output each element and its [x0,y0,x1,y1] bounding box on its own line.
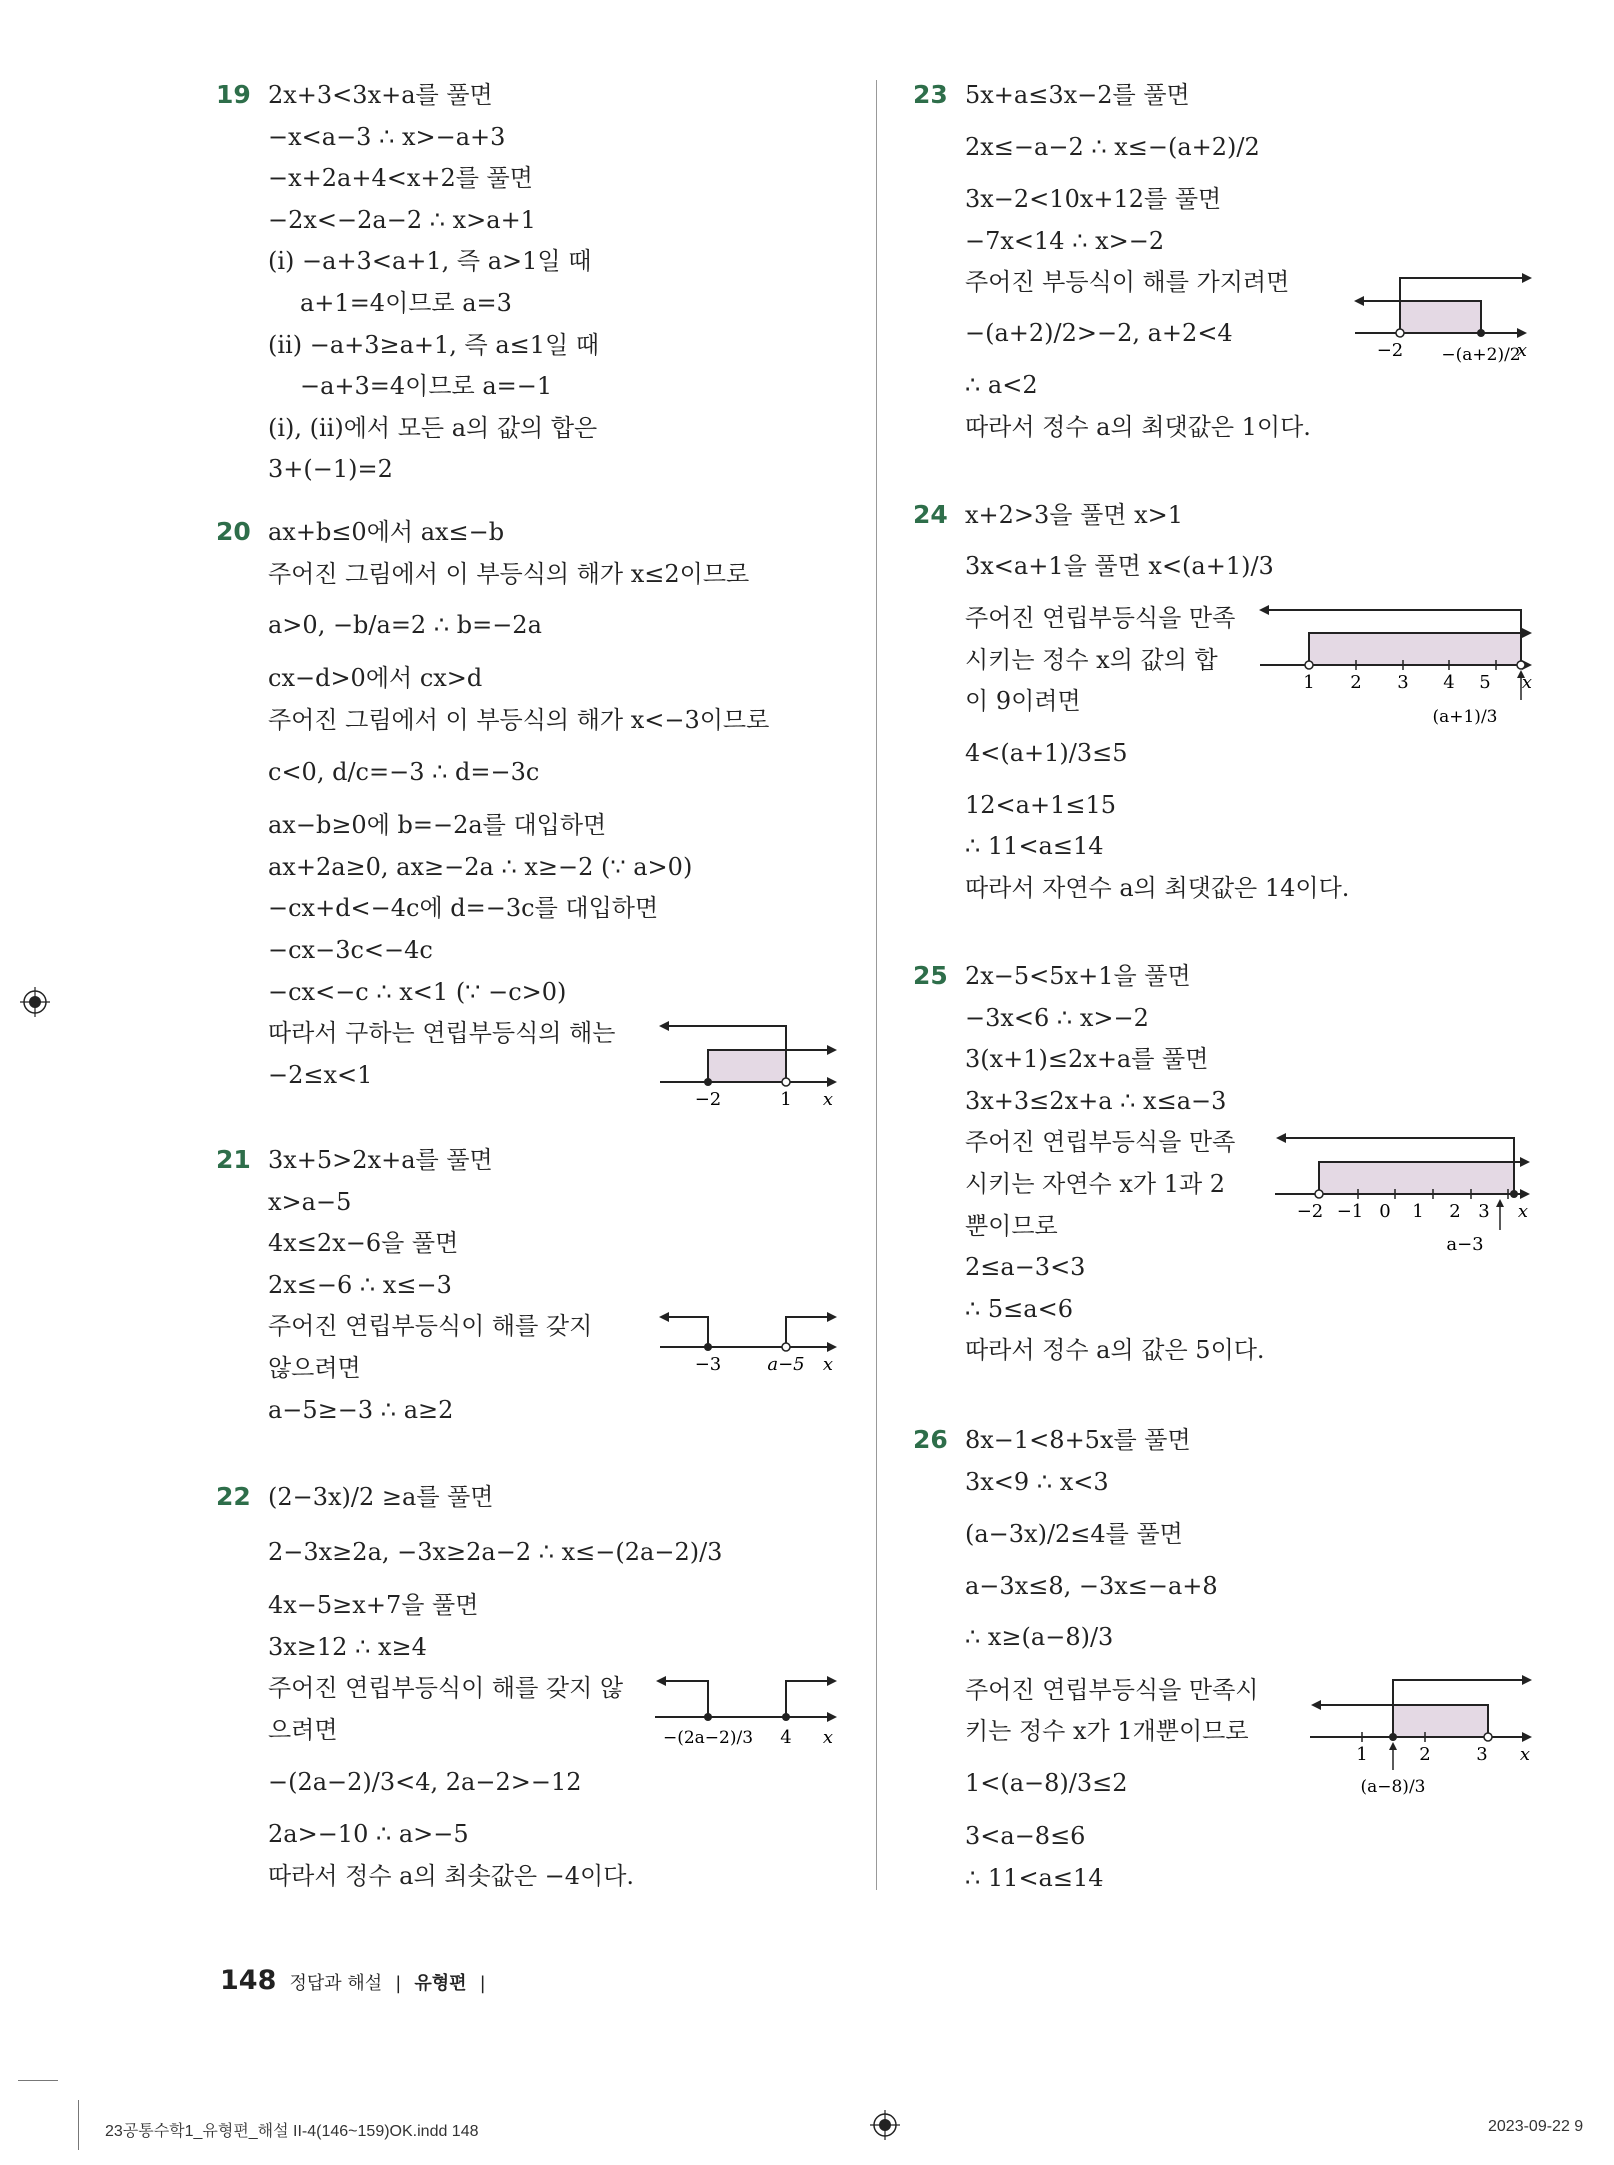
text-line: 3x−2<10x+12를 풀면 [965,185,1222,213]
text-line: 4<(a+1)/3≤5 [965,739,1128,767]
tick-label: 1 [1303,672,1315,693]
number-line-graphic [655,1020,845,1110]
text-line: ax+2a≥0, ax≥−2a ∴ x≥−2 (∵ a>0) [268,853,693,881]
number-line-graphic [1350,270,1540,380]
column-divider [876,80,877,1890]
text-line: 1<(a−8)/3≤2 [965,1769,1128,1797]
number-line-graphic [1270,1130,1540,1275]
tick-label: (a−8)/3 [1360,1777,1426,1797]
tick-label: 2 [1449,1201,1461,1222]
tick-label: −3 [694,1354,722,1375]
text-line: −cx<−c ∴ x<1 (∵ −c>0) [268,978,567,1006]
tick-label: −2 [694,1089,722,1110]
number-line-25 [1270,1130,1540,1279]
tick-label: (a+1)/3 [1432,707,1498,727]
tick-label: 1 [1412,1201,1424,1222]
text-line: 주어진 그림에서 이 부등식의 해가 x<−3이므로 [268,706,770,734]
tick-label: a−3 [1446,1234,1484,1255]
number-line-22 [650,1665,850,1769]
text-line: −x<a−3 ∴ x>−a+3 [268,123,506,151]
text-line: 3(x+1)≤2x+a를 풀면 [965,1045,1209,1073]
registration-mark-icon [870,2110,900,2140]
axis-label: x [1519,1744,1531,1765]
number-line-23 [1350,270,1540,384]
part-label: 유형편 [414,1973,467,1994]
crop-mark [78,2100,79,2150]
text-line: 주어진 연립부등식을 만족 [965,604,1236,632]
axis-label: x [1521,672,1533,693]
text-line: 2x+3<3x+a를 풀면 [268,81,493,109]
text-line: 이 9이려면 [965,687,1081,715]
tick-label: 5 [1479,672,1491,693]
text-line: 따라서 정수 a의 값은 5이다. [965,1336,1265,1364]
text-line: 3x<a+1을 풀면 x<(a+1)/3 [965,552,1274,580]
text-line: 따라서 자연수 a의 최댓값은 14이다. [965,874,1350,902]
text-line: 2x−5<5x+1을 풀면 [965,962,1191,990]
text-line: 뿐이므로 [965,1212,1058,1240]
text-line: 주어진 그림에서 이 부등식의 해가 x≤2이므로 [268,560,750,588]
tick-label: −1 [1336,1201,1364,1222]
crop-mark [18,2080,58,2081]
tick-label: 1 [780,1089,792,1110]
text-line: 2x≤−6 ∴ x≤−3 [268,1271,452,1299]
text-line: ax+b≤0에서 ax≤−b [268,518,505,546]
problem-number: 22 [216,1482,251,1511]
text-line: 주어진 연립부등식이 해를 갖지 않 [268,1674,624,1702]
text-line: −a+3=4이므로 a=−1 [300,372,553,400]
text-line: 주어진 부등식이 해를 가지려면 [965,268,1290,296]
axis-label: x [822,1089,834,1110]
text-line: (2−3x)/2 ≥a를 풀면 [268,1483,494,1511]
text-line: 3<a−8≤6 [965,1822,1086,1850]
problem-number: 23 [913,80,948,109]
text-line: (ⅱ) −a+3≥a+1, 즉 a≤1일 때 [268,331,600,359]
page-footer: 148 정답과 해설 | 유형편 | [220,1965,486,1996]
text-line: 2−3x≥2a, −3x≥2a−2 ∴ x≤−(2a−2)/3 [268,1538,723,1566]
text-line: 시키는 자연수 x가 1과 2 [965,1170,1226,1198]
problem-number: 21 [216,1145,251,1174]
text-line: −2≤x<1 [268,1061,373,1089]
text-line: 4x−5≥x+7을 풀면 [268,1591,479,1619]
text-line: (ⅰ) −a+3<a+1, 즉 a>1일 때 [268,247,592,275]
text-line: 주어진 연립부등식을 만족 [965,1128,1236,1156]
text-line: 3x+3≤2x+a ∴ x≤a−3 [965,1087,1227,1115]
text-line: 2a>−10 ∴ a>−5 [268,1820,469,1848]
tick-label: −2 [1296,1201,1324,1222]
number-line-graphic [1305,1670,1545,1815]
slug-date: 2023-09-22 9 [1488,2118,1584,2135]
text-line: a−3x≤8, −3x≤−a+8 [965,1572,1218,1600]
tick-label: 3 [1476,1744,1488,1765]
text-line: ∴ x≥(a−8)/3 [965,1623,1114,1651]
number-line-26 [1305,1670,1545,1819]
number-line-21 [655,1305,845,1379]
text-line: 시키는 정수 x의 값의 합 [965,646,1218,674]
text-line: 8x−1<8+5x를 풀면 [965,1426,1191,1454]
text-line: 주어진 연립부등식을 만족시 [965,1676,1259,1704]
number-line-graphic [1255,600,1545,750]
text-line: 않으려면 [268,1354,361,1382]
text-line: 3x+5>2x+a를 풀면 [268,1146,493,1174]
number-line-graphic [655,1305,845,1375]
text-line: 4x≤2x−6을 풀면 [268,1229,459,1257]
number-line-graphic [650,1665,850,1765]
tick-label: a−5 [767,1354,805,1375]
text-line: ∴ 11<a≤14 [965,832,1104,860]
axis-label: x [822,1727,834,1748]
text-line: −(2a−2)/3<4, 2a−2>−12 [268,1768,582,1796]
problem-number: 24 [913,500,948,529]
number-line-24 [1255,600,1545,754]
number-line-20 [655,1020,845,1114]
problem-number: 19 [216,80,251,109]
text-line: 따라서 정수 a의 최솟값은 −4이다. [268,1862,635,1890]
tick-label: 4 [1443,672,1455,693]
tick-label: 0 [1379,1201,1391,1222]
text-line: x>a−5 [268,1188,352,1216]
problem-number: 25 [913,961,948,990]
text-line: 2≤a−3<3 [965,1253,1086,1281]
page-number: 148 [220,1965,277,1996]
text-line: 따라서 구하는 연립부등식의 해는 [268,1019,616,1047]
tick-label: 3 [1478,1201,1490,1222]
text-line: cx−d>0에서 cx>d [268,664,483,692]
text-line: a+1=4이므로 a=3 [300,289,512,317]
text-line: a−5≥−3 ∴ a≥2 [268,1396,454,1424]
problem-number: 20 [216,517,251,546]
slug-file: 23공통수학1_유형편_해설 II-4(146~159)OK.indd 148 [105,2123,479,2140]
text-line: −cx−3c<−4c [268,936,433,964]
text-line: 3+(−1)=2 [268,455,393,483]
tick-label: −(a+2)/2 [1441,345,1521,365]
text-line: x+2>3을 풀면 x>1 [965,501,1184,529]
text-line: ∴ a<2 [965,371,1038,399]
text-line: 3x<9 ∴ x<3 [965,1468,1109,1496]
problem-number: 26 [913,1425,948,1454]
text-line: 2x≤−a−2 ∴ x≤−(a+2)/2 [965,133,1260,161]
registration-mark-icon [20,987,50,1017]
tick-label: 3 [1397,672,1409,693]
tick-label: −2 [1376,340,1404,361]
text-line: c<0, d/c=−3 ∴ d=−3c [268,758,540,786]
tick-label: 2 [1419,1744,1431,1765]
text-line: (ⅰ), (ⅱ)에서 모든 a의 값의 합은 [268,414,598,442]
tick-label: −(2a−2)/3 [662,1728,754,1748]
text-line: (a−3x)/2≤4를 풀면 [965,1520,1183,1548]
text-line: 으려면 [268,1716,338,1744]
text-line: −3x<6 ∴ x>−2 [965,1004,1149,1032]
axis-label: x [1517,1201,1529,1222]
axis-label: x [1516,340,1528,361]
text-line: 키는 정수 x가 1개뿐이므로 [965,1717,1249,1745]
text-line: ∴ 11<a≤14 [965,1864,1104,1892]
text-line: −(a+2)/2>−2, a+2<4 [965,319,1233,347]
text-line: 주어진 연립부등식이 해를 갖지 [268,1312,593,1340]
text-line: 따라서 정수 a의 최댓값은 1이다. [965,413,1311,441]
text-line: −2x<−2a−2 ∴ x>a+1 [268,206,536,234]
section-label: 정답과 해설 [289,1973,383,1994]
text-line: −7x<14 ∴ x>−2 [965,227,1165,255]
axis-label: x [822,1354,834,1375]
tick-label: 1 [1356,1744,1368,1765]
tick-label: 2 [1350,672,1362,693]
text-line: ∴ 5≤a<6 [965,1295,1073,1323]
text-line: 12<a+1≤15 [965,791,1116,819]
text-line: −cx+d<−4c에 d=−3c를 대입하면 [268,894,659,922]
text-line: ax−b≥0에 b=−2a를 대입하면 [268,811,607,839]
text-line: −x+2a+4<x+2를 풀면 [268,164,533,192]
text-line: 5x+a≤3x−2를 풀면 [965,81,1190,109]
tick-label: 4 [780,1727,792,1748]
text-line: 3x≥12 ∴ x≥4 [268,1633,427,1661]
text-line: a>0, −b/a=2 ∴ b=−2a [268,611,542,639]
